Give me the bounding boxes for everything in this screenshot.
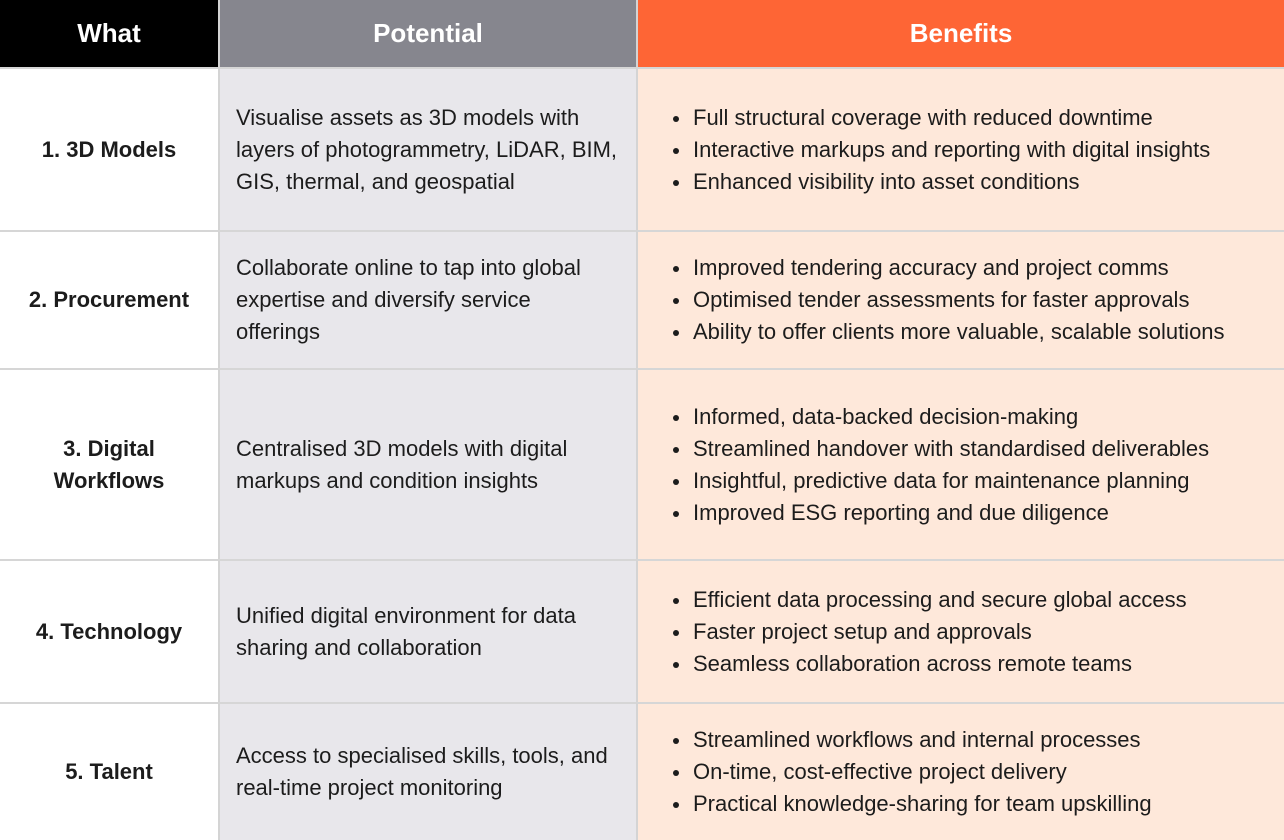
benefit-item: Enhanced visibility into asset conditions bbox=[668, 166, 1210, 198]
benefit-item: Informed, data-backed decision-making bbox=[668, 401, 1209, 433]
row-what-cell: 3. Digital Workflows bbox=[0, 368, 218, 559]
row-potential-cell: Unified digital environment for data sharing and collaboration bbox=[218, 559, 636, 702]
row-what-cell: 1. 3D Models bbox=[0, 67, 218, 230]
benefit-item: Seamless collaboration across remote teams bbox=[668, 648, 1187, 680]
benefit-item: Optimised tender assessments for faster approvals bbox=[668, 284, 1225, 316]
row-potential-cell: Access to specialised skills, tools, and real-time project monitoring bbox=[218, 702, 636, 840]
row-benefits-cell bbox=[636, 67, 1284, 230]
benefit-item: Improved tendering accuracy and project comms bbox=[668, 252, 1225, 284]
benefits-list bbox=[668, 584, 1187, 680]
row-benefits-cell bbox=[636, 559, 1284, 702]
header-what: What bbox=[0, 0, 218, 67]
row-potential-cell: Centralised 3D models with digital markups and condition insights bbox=[218, 368, 636, 559]
benefit-item: Faster project setup and approvals bbox=[668, 616, 1187, 648]
row-what-cell: 2. Procurement bbox=[0, 230, 218, 368]
benefit-item: Streamlined handover with standardised deliverables bbox=[668, 433, 1209, 465]
benefits-list bbox=[668, 102, 1210, 198]
row-potential-cell: Visualise assets as 3D models with layers of photogrammetry, LiDAR, BIM, GIS, thermal, and geospatial bbox=[218, 67, 636, 230]
benefits-list bbox=[668, 724, 1152, 820]
benefit-item: Insightful, predictive data for maintenance planning bbox=[668, 465, 1209, 497]
benefit-item: Efficient data processing and secure global access bbox=[668, 584, 1187, 616]
header-potential: Potential bbox=[218, 0, 636, 67]
benefit-item: Full structural coverage with reduced downtime bbox=[668, 102, 1210, 134]
benefit-item: Improved ESG reporting and due diligence bbox=[668, 497, 1209, 529]
row-what-cell: 4. Technology bbox=[0, 559, 218, 702]
row-what-cell: 5. Talent bbox=[0, 702, 218, 840]
benefit-item: Ability to offer clients more valuable, scalable solutions bbox=[668, 316, 1225, 348]
benefits-list bbox=[668, 401, 1209, 529]
header-benefits: Benefits bbox=[636, 0, 1284, 67]
benefit-item: Practical knowledge-sharing for team upskilling bbox=[668, 788, 1152, 820]
benefits-list bbox=[668, 252, 1225, 348]
row-benefits-cell bbox=[636, 702, 1284, 840]
row-potential-cell: Collaborate online to tap into global expertise and diversify service offerings bbox=[218, 230, 636, 368]
row-benefits-cell bbox=[636, 230, 1284, 368]
benefit-item: Interactive markups and reporting with digital insights bbox=[668, 134, 1210, 166]
benefit-item: On-time, cost-effective project delivery bbox=[668, 756, 1152, 788]
benefit-item: Streamlined workflows and internal processes bbox=[668, 724, 1152, 756]
row-benefits-cell bbox=[636, 368, 1284, 559]
